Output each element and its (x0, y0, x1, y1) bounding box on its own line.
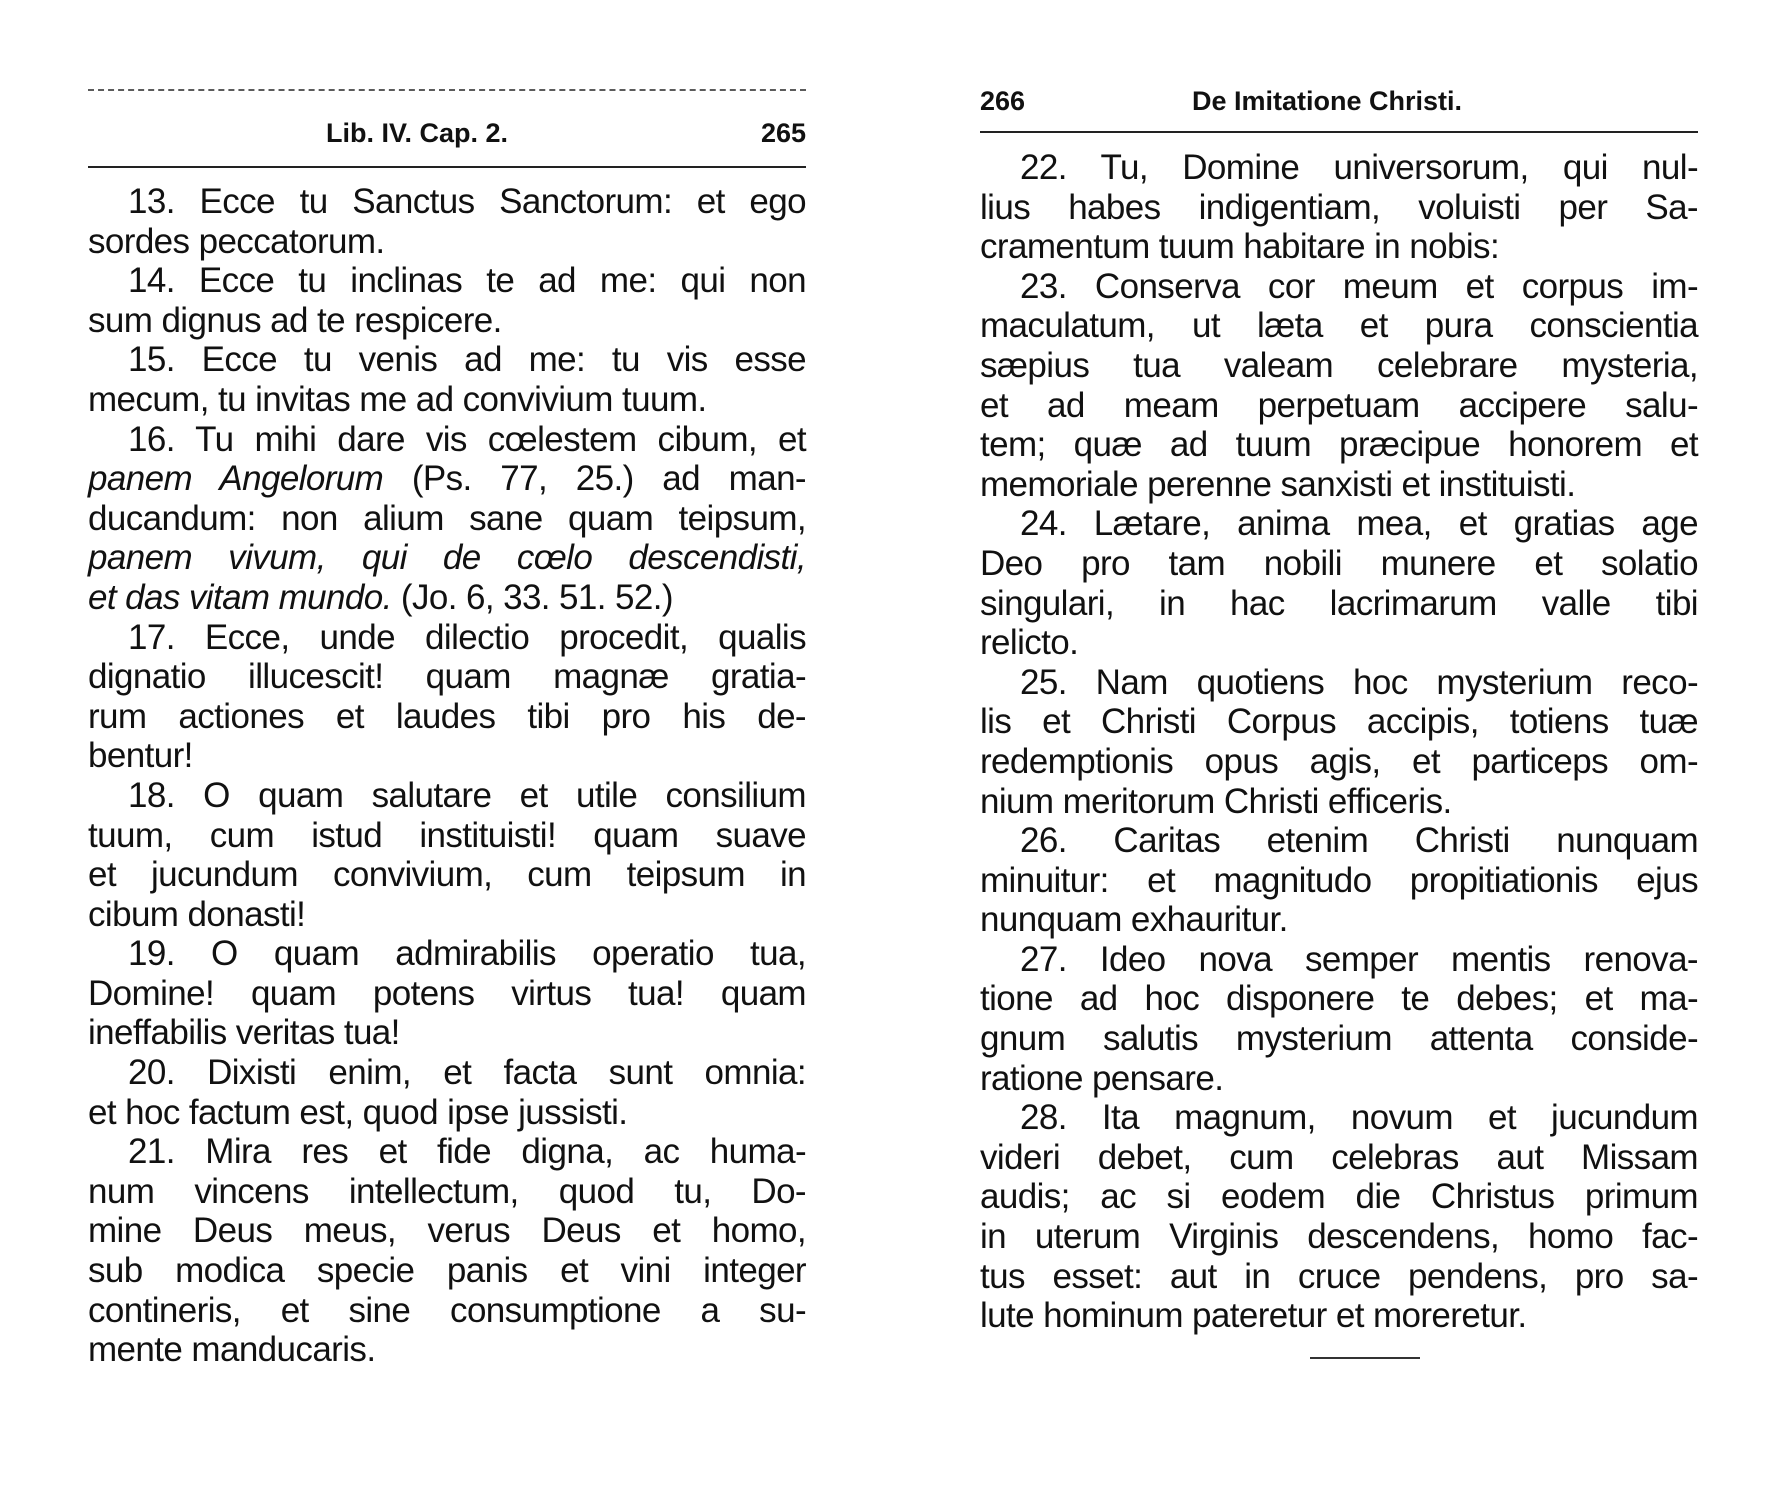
verse-26 (980, 821, 1698, 940)
text-line: mine Deus meus, verus Deus et homo, (88, 1211, 806, 1251)
text-line: 28. Ita magnum, novum et jucundum (1020, 1098, 1698, 1138)
text-line: 25. Nam quotiens hoc mysterium reco- (1020, 662, 1698, 702)
text-line (88, 578, 806, 618)
text-line: tione ad hoc disponere te debes; et ma- (980, 979, 1698, 1019)
top-dashed-rule (88, 89, 806, 91)
text-line: videri debet, cum celebras aut Missam (980, 1137, 1698, 1177)
text-line: cramentum tuum habitare in nobis: (980, 227, 1500, 267)
text-line: 20. Dixisti enim, et facta sunt omnia: (128, 1053, 806, 1093)
verse-24 (980, 504, 1698, 662)
right-body-text (980, 148, 1698, 1336)
text-line: et jucundum convivium, cum teipsum in (88, 855, 806, 895)
left-body-text (88, 182, 806, 1370)
verse-13 (88, 182, 806, 261)
quote-italic: panem Angelorum (88, 459, 384, 499)
text-line: 15. Ecce tu venis ad me: tu vis esse (128, 340, 806, 380)
text-line: Deo pro tam nobili munere et solatio (980, 543, 1698, 583)
text-line: cibum donasti! (88, 894, 306, 934)
verse-16 (88, 420, 806, 618)
verse-28 (980, 1098, 1698, 1336)
page-number: 266 (980, 86, 1026, 116)
verse-15 (88, 340, 806, 419)
text-line: minuitur: et magnitudo propitiationis ejus (980, 860, 1698, 900)
text-line: lius habes indigentiam, voluisti per Sa- (980, 187, 1698, 227)
verse-25 (980, 663, 1698, 821)
text-line: 27. Ideo nova semper mentis renova- (1020, 939, 1698, 979)
text-line: ineffabilis veritas tua! (88, 1013, 400, 1053)
text-line: redemptionis opus agis, et particeps om- (980, 741, 1698, 781)
text-line: 13. Ecce tu Sanctus Sanctorum: et ego (128, 182, 806, 221)
text-line: nunquam exhauritur. (980, 900, 1288, 940)
text-line: gnum salutis mysterium attenta conside- (980, 1019, 1698, 1059)
text-line: sæpius tua valeam celebrare mysteria, (980, 345, 1698, 385)
text-line: 16. Tu mihi dare vis cœlestem cibum, et (128, 419, 806, 459)
text-line: audis; ac si eodem die Christus primum (980, 1177, 1698, 1217)
text-line: num vincens intellectum, quod tu, Do- (88, 1171, 806, 1211)
text-line: 24. Lætare, anima mea, et gratias age (1020, 504, 1698, 544)
text-line: 22. Tu, Domine universorum, qui nul- (1020, 148, 1698, 187)
quote-italic: et das vitam mundo. (88, 577, 392, 617)
text-line: 21. Mira res et fide digna, ac huma- (128, 1132, 806, 1172)
text-line: ratione pensare. (980, 1058, 1224, 1098)
running-title: Lib. IV. Cap. 2. (326, 118, 509, 148)
text-line: et hoc factum est, quod ipse jussisti. (88, 1092, 628, 1132)
end-rule (1310, 1357, 1420, 1359)
verse-18 (88, 776, 806, 934)
running-title: De Imitatione Christi. (1192, 86, 1463, 116)
text-line: mecum, tu invitas me ad convivium tuum. (88, 379, 707, 419)
text-line: 19. O quam admirabilis operatio tua, (128, 934, 806, 974)
text-line: tem; quæ ad tuum præcipue honorem et (980, 425, 1698, 465)
text-line: dignatio illucescit! quam magnæ gratia- (88, 657, 806, 697)
text-line: lis et Christi Corpus accipis, totiens tuæ (980, 702, 1698, 742)
page-number: 265 (760, 118, 806, 148)
verse-27 (980, 940, 1698, 1098)
text-line: bentur! (88, 736, 193, 776)
verse-21 (88, 1132, 806, 1370)
text-line: 18. O quam salutare et utile consilium (128, 775, 806, 815)
text-line (88, 459, 806, 499)
text-line: relicto. (980, 623, 1079, 663)
citation: (Jo. 6, 33. 51. 52.) (391, 577, 673, 617)
text-line: Domine! quam potens virtus tua! quam (88, 973, 806, 1013)
text-line: sum dignus ad te respicere. (88, 300, 502, 340)
text-line: nium meritorum Christi efficeris. (980, 781, 1452, 821)
text-line: mente manducaris. (88, 1330, 376, 1370)
verse-17 (88, 618, 806, 776)
text-line: in uterum Virginis descendens, homo fac- (980, 1217, 1698, 1257)
verse-19 (88, 934, 806, 1053)
header-rule (88, 166, 806, 168)
text-line: 26. Caritas etenim Christi nunquam (1020, 821, 1698, 861)
verse-14 (88, 261, 806, 340)
text-line: tuum, cum istud instituisti! quam suave (88, 815, 806, 855)
text-line: sub modica specie panis et vini integer (88, 1251, 806, 1291)
verse-20 (88, 1053, 806, 1132)
running-head-right (980, 86, 1698, 126)
verse-22 (980, 148, 1698, 267)
verse-23 (980, 267, 1698, 505)
header-rule (980, 131, 1698, 133)
text-line: et ad meam perpetuam accipere salu- (980, 385, 1698, 425)
text-line: ducandum: non alium sane quam teipsum, (88, 498, 806, 538)
text-line: contineris, et sine consumptione a su- (88, 1290, 806, 1330)
text-line: sordes peccatorum. (88, 221, 385, 261)
text-line: 23. Conserva cor meum et corpus im- (1020, 266, 1698, 306)
text-line: memoriale perenne sanxisti et instituisti. (980, 464, 1576, 504)
text-line: tus esset: aut in cruce pendens, pro sa- (980, 1256, 1698, 1296)
text-line: lute hominum pateretur et moreretur. (980, 1296, 1527, 1336)
quote-italic: panem vivum, qui de cœlo descendisti, (88, 538, 806, 578)
text-line: singulari, in hac lacrimarum valle tibi (980, 583, 1698, 623)
text-line: maculatum, ut læta et pura conscientia (980, 306, 1698, 346)
text-line: rum actiones et laudes tibi pro his de- (88, 696, 806, 736)
text-line: 14. Ecce tu inclinas te ad me: qui non (128, 261, 806, 301)
text-line: 17. Ecce, unde dilectio procedit, qualis (128, 617, 806, 657)
citation: (Ps. 77, 25.) ad man- (383, 459, 806, 499)
running-head-left (88, 118, 806, 158)
